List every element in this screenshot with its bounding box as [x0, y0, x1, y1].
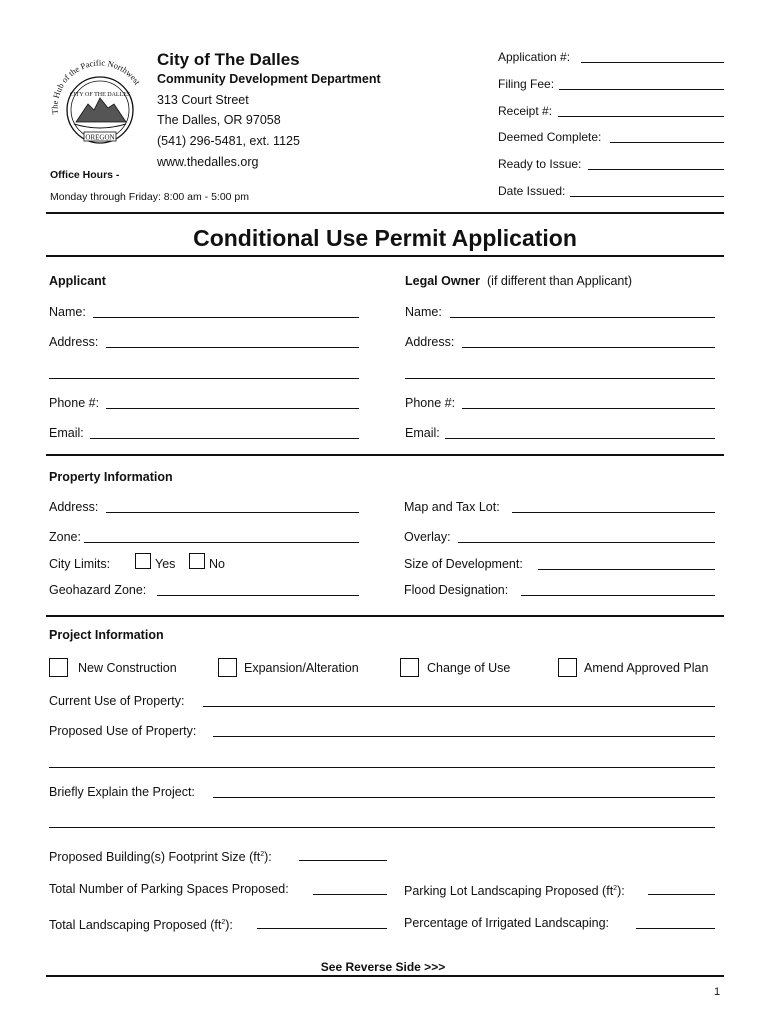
zone-field[interactable]: [84, 542, 359, 543]
page-number: 1: [714, 986, 721, 998]
phone-number: (541) 296-5481, ext. 1125: [157, 134, 300, 148]
amend-approved-plan-label: Amend Approved Plan: [584, 661, 709, 675]
geohazard-zone-label: Geohazard Zone:: [49, 583, 147, 597]
website[interactable]: www.thedalles.org: [157, 155, 259, 169]
geohazard-zone-field[interactable]: [157, 595, 359, 596]
flood-designation-field[interactable]: [521, 595, 715, 596]
change-of-use-checkbox[interactable]: [400, 658, 419, 677]
header-divider: [46, 212, 724, 214]
applicant-name-label: Name:: [49, 305, 86, 319]
city-limits-no-checkbox[interactable]: [189, 553, 205, 569]
property-section-divider: [46, 615, 724, 617]
new-construction-label: New Construction: [78, 661, 177, 675]
receipt-number-field[interactable]: [558, 116, 724, 117]
parking-landscaping-field[interactable]: [648, 894, 715, 895]
seal-state: OREGON: [85, 133, 115, 142]
see-reverse-side: See Reverse Side >>>: [320, 960, 446, 974]
expansion-alteration-label: Expansion/Alteration: [244, 661, 359, 675]
page-title: Conditional Use Permit Application: [193, 225, 577, 251]
legal-owner-note: (if different than Applicant): [487, 274, 632, 288]
owner-address-label: Address:: [405, 335, 455, 349]
overlay-field[interactable]: [458, 542, 715, 543]
explain-project-label: Briefly Explain the Project:: [49, 785, 195, 799]
parking-spaces-label: Total Number of Parking Spaces Proposed:: [49, 882, 289, 896]
city-limits-label: City Limits:: [49, 557, 111, 571]
city-state-zip: The Dalles, OR 97058: [157, 113, 281, 127]
property-address-label: Address:: [49, 500, 99, 514]
receipt-number-label: Receipt #:: [498, 104, 553, 118]
irrigated-landscaping-field[interactable]: [636, 928, 715, 929]
owner-phone-field[interactable]: [462, 408, 715, 409]
total-landscaping-label: Total Landscaping Proposed $(ft^2)$:: [49, 918, 233, 933]
change-of-use-label: Change of Use: [427, 661, 511, 675]
map-tax-lot-field[interactable]: [512, 512, 715, 513]
applicant-section-divider: [46, 454, 724, 456]
ready-to-issue-label: Ready to Issue:: [498, 157, 582, 171]
footprint-size-label: Proposed Building(s) Footprint Size $(ft^2)$:: [49, 850, 272, 865]
owner-address-field[interactable]: [462, 347, 715, 348]
applicant-heading: Applicant: [49, 274, 106, 288]
property-address-field[interactable]: [106, 512, 359, 513]
applicant-email-field[interactable]: [90, 438, 359, 439]
ready-to-issue-field[interactable]: [588, 169, 724, 170]
owner-email-label: Email:: [405, 426, 440, 440]
amend-approved-plan-checkbox[interactable]: [558, 658, 577, 677]
seal-city-name: CITY OF THE DALLES: [69, 92, 131, 98]
date-issued-label: Date Issued:: [498, 184, 566, 198]
city-limits-no-label: No: [209, 557, 225, 571]
footer-divider: [46, 975, 724, 977]
proposed-use-field[interactable]: [213, 736, 715, 737]
owner-phone-label: Phone #:: [405, 396, 456, 410]
size-of-development-label: Size of Development:: [404, 557, 523, 571]
owner-name-label: Name:: [405, 305, 442, 319]
applicant-phone-label: Phone #:: [49, 396, 100, 410]
city-limits-yes-label: Yes: [155, 557, 176, 571]
applicant-address-label: Address:: [49, 335, 99, 349]
property-heading: Property Information: [49, 470, 173, 484]
office-hours-label: Office Hours -: [50, 169, 120, 181]
parking-landscaping-label: Parking Lot Landscaping Proposed $(ft^2)$:: [404, 884, 625, 899]
filing-fee-field[interactable]: [559, 89, 724, 90]
current-use-label: Current Use of Property:: [49, 694, 185, 708]
street-address: 313 Court Street: [157, 93, 249, 107]
deemed-complete-label: Deemed Complete:: [498, 130, 602, 144]
zone-label: Zone:: [49, 530, 81, 544]
applicant-phone-field[interactable]: [106, 408, 359, 409]
owner-name-field[interactable]: [450, 317, 715, 318]
proposed-use-line-2[interactable]: [49, 767, 715, 768]
proposed-use-label: Proposed Use of Property:: [49, 724, 197, 738]
seal-arc-text: The Hub of the Pacific Northwest: [49, 57, 143, 115]
date-issued-field[interactable]: [570, 196, 724, 197]
map-tax-lot-label: Map and Tax Lot:: [404, 500, 500, 514]
deemed-complete-field[interactable]: [610, 142, 724, 143]
city-limits-yes-checkbox[interactable]: [135, 553, 151, 569]
size-of-development-field[interactable]: [538, 569, 715, 570]
irrigated-landscaping-label: Percentage of Irrigated Landscaping:: [404, 916, 609, 930]
owner-address-line-2[interactable]: [405, 378, 715, 379]
applicant-address-line-2[interactable]: [49, 378, 359, 379]
applicant-email-label: Email:: [49, 426, 84, 440]
total-landscaping-field[interactable]: [257, 928, 387, 929]
applicant-name-field[interactable]: [93, 317, 359, 318]
filing-fee-label: Filing Fee:: [498, 77, 555, 91]
current-use-field[interactable]: [203, 706, 715, 707]
overlay-label: Overlay:: [404, 530, 451, 544]
project-heading: Project Information: [49, 628, 164, 642]
footprint-size-field[interactable]: [299, 860, 387, 861]
title-divider: [46, 255, 724, 257]
expansion-alteration-checkbox[interactable]: [218, 658, 237, 677]
explain-project-field[interactable]: [213, 797, 715, 798]
legal-owner-heading: Legal Owner: [405, 274, 481, 288]
city-name: City of The Dalles: [157, 50, 300, 69]
parking-spaces-field[interactable]: [313, 894, 387, 895]
new-construction-checkbox[interactable]: [49, 658, 68, 677]
application-number-field[interactable]: [581, 62, 724, 63]
flood-designation-label: Flood Designation:: [404, 583, 509, 597]
office-hours: Monday through Friday: 8:00 am - 5:00 pm: [50, 191, 250, 203]
applicant-address-field[interactable]: [106, 347, 359, 348]
department-name: Community Development Department: [157, 72, 381, 86]
application-number-label: Application #:: [498, 50, 571, 64]
owner-email-field[interactable]: [445, 438, 715, 439]
explain-project-line-2[interactable]: [49, 827, 715, 828]
city-seal-logo: [44, 52, 154, 162]
